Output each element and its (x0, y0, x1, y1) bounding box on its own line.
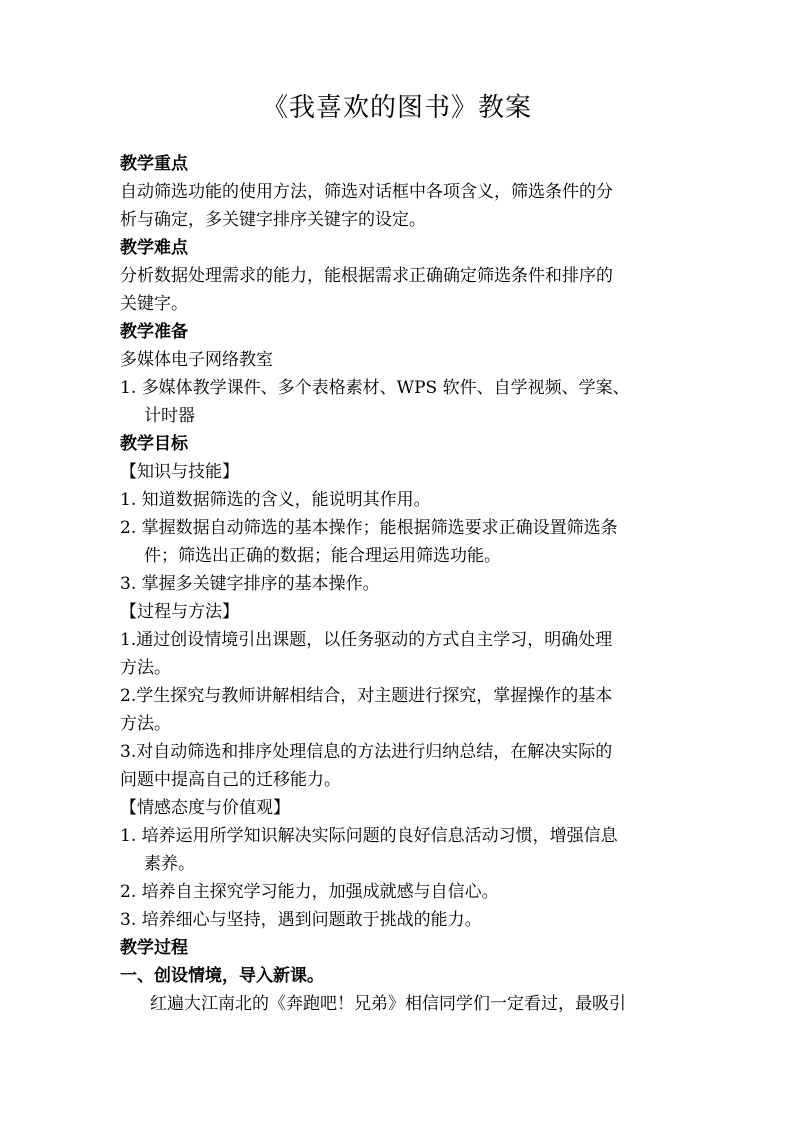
text-line: 【知识与技能】 (120, 462, 239, 482)
section-heading: 教学重点 (120, 154, 188, 174)
text-line: 方法。 (120, 714, 171, 734)
text-line: 件；筛选出正确的数据；能合理运用筛选功能。 (144, 546, 501, 566)
text-line: 2. 掌握数据自动筛选的基本操作；能根据筛选要求正确设置筛选条 (120, 518, 618, 538)
text-line: 1. 培养运用所学知识解决实际问题的良好信息活动习惯，增强信息 (120, 826, 618, 846)
section-heading: 教学过程 (120, 938, 188, 958)
text-line: 1.通过创设情境引出课题，以任务驱动的方式自主学习，明确处理 (120, 630, 613, 650)
text-line: 关键字。 (120, 294, 188, 314)
text-line: 析与确定，多关键字排序关键字的设定。 (120, 210, 426, 230)
text-line: 3. 掌握多关键字排序的基本操作。 (120, 574, 380, 594)
document-body (120, 150, 680, 1018)
text-line: 【过程与方法】 (120, 602, 239, 622)
text-line: 素养。 (144, 854, 195, 874)
text-line: 2. 培养自主探究学习能力，加强成就感与自信心。 (120, 882, 499, 902)
text-line: 【情感态度与价值观】 (120, 798, 290, 818)
section-heading: 教学目标 (120, 434, 188, 454)
section-heading: 教学准备 (120, 322, 188, 342)
text-line: 3.对自动筛选和排序处理信息的方法进行归纳总结，在解决实际的 (120, 742, 613, 762)
section-heading: 教学难点 (120, 238, 188, 258)
text-line: 2.学生探究与教师讲解相结合，对主题进行探究，掌握操作的基本 (120, 686, 613, 706)
text-line: 方法。 (120, 658, 171, 678)
section-heading: 一、创设情境，导入新课。 (120, 966, 324, 986)
document-title: 《我喜欢的图书》教案 (261, 93, 532, 123)
text-line: 1. 知道数据筛选的含义，能说明其作用。 (120, 490, 431, 510)
text-line: 1. 多媒体教学课件、多个表格素材、WPS 软件、自学视频、学案、 (120, 378, 630, 398)
text-line: 多媒体电子网络教室 (120, 350, 273, 370)
text-line: 自动筛选功能的使用方法，筛选对话框中各项含义，筛选条件的分 (120, 182, 613, 202)
text-line: 问题中提高自己的迁移能力。 (120, 770, 341, 790)
text-line: 3. 培养细心与坚持，遇到问题敢于挑战的能力。 (120, 910, 482, 930)
text-line: 分析数据处理需求的能力，能根据需求正确确定筛选条件和排序的 (120, 266, 613, 286)
text-line: 计时器 (144, 406, 195, 426)
text-line: 红遍大江南北的《奔跑吧！兄弟》相信同学们一定看过，最吸引 (150, 994, 626, 1014)
